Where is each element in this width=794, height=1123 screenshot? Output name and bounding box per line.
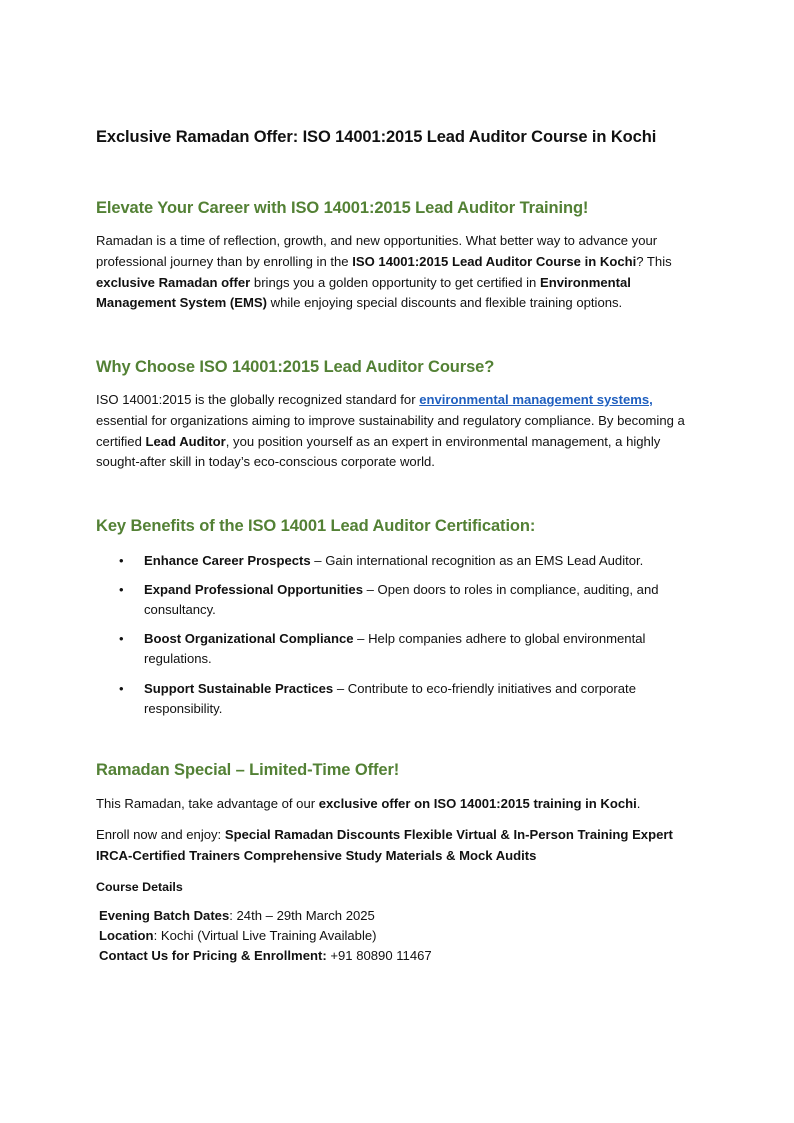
list-item: [96, 551, 696, 571]
section-heading-why-choose: Why Choose ISO 14001:2015 Lead Auditor Course?: [96, 358, 495, 376]
benefit-title: Boost Organizational Compliance: [144, 631, 354, 646]
offer-paragraph: [96, 794, 696, 815]
location-value: : Kochi (Virtual Live Training Available): [153, 927, 377, 943]
detail-location: [99, 926, 699, 946]
page-title: Exclusive Ramadan Offer: ISO 14001:2015 Lead Auditor Course in Kochi: [96, 128, 657, 146]
why-bold-lead-auditor: Lead Auditor: [145, 433, 226, 449]
section-heading-elevate-career: Elevate Your Career with ISO 14001:2015 Lead Auditor Training!: [96, 199, 589, 217]
why-text-2: essential for organizations aiming to improve sustainability and regulatory compliance. By becoming a certified: [96, 412, 685, 449]
section-heading-key-benefits: Key Benefits of the ISO 14001 Lead Auditor Certification:: [96, 517, 536, 535]
benefit-text: – Gain international recognition as an EMS Lead Auditor.: [310, 553, 644, 568]
enroll-paragraph: [96, 825, 696, 867]
offer-bold: exclusive offer on ISO 14001:2015 training in Kochi: [318, 796, 637, 811]
section-heading-ramadan-special: Ramadan Special – Limited-Time Offer!: [96, 761, 400, 779]
course-details: [99, 906, 699, 965]
benefit-title: Enhance Career Prospects: [144, 553, 311, 568]
intro-bold-course: ISO 14001:2015 Lead Auditor Course in Kochi: [352, 253, 637, 269]
enroll-bold-features: Special Ramadan Discounts Flexible Virtual & In-Person Training Expert IRCA-Certified Trainers Comprehensive Study Materials & Mock Audits: [96, 827, 673, 863]
bullet-icon: •: [119, 582, 124, 597]
list-item: [96, 629, 696, 669]
why-choose-paragraph: [96, 390, 696, 473]
why-text-3: , you position yourself as an expert in environmental management, a highly sought-after skill in today’s eco-conscious corporate world.: [96, 433, 661, 470]
intro-text-3: brings you a golden opportunity to get certified in: [250, 274, 540, 290]
offer-text-end: .: [636, 796, 641, 811]
intro-bold-offer: exclusive Ramadan offer: [96, 274, 251, 290]
detail-contact: [99, 946, 699, 966]
contact-phone: +91 80890 11467: [326, 947, 432, 963]
ems-link[interactable]: environmental management systems,: [419, 392, 653, 407]
bullet-icon: •: [119, 681, 124, 696]
offer-text-1: This Ramadan, take advantage of our: [96, 796, 319, 811]
course-details-label: Course Details: [96, 880, 183, 894]
benefit-text: – Help companies adhere to global environmental regulations.: [144, 631, 646, 666]
intro-paragraph: [96, 231, 696, 314]
location-label: Location: [99, 927, 154, 943]
intro-text-4: while enjoying special discounts and flexible training options.: [267, 295, 623, 311]
benefit-text: – Contribute to eco-friendly initiatives and corporate responsibility.: [144, 681, 636, 716]
intro-bold-ems: Environmental Management System (EMS): [96, 274, 631, 311]
benefit-text: – Open doors to roles in compliance, auditing, and consultancy.: [144, 582, 659, 617]
dates-value: : 24th – 29th March 2025: [229, 908, 375, 923]
benefit-title: Expand Professional Opportunities: [144, 582, 363, 597]
list-item: [96, 580, 696, 620]
intro-text-1: Ramadan is a time of reflection, growth, and new opportunities. What better way to advance your professional journey than by enrolling in the: [96, 233, 658, 269]
list-item: [96, 679, 696, 719]
why-text-1: ISO 14001:2015 is the globally recognized standard for: [96, 392, 420, 407]
benefit-title: Support Sustainable Practices: [144, 681, 334, 696]
contact-label: Contact Us for Pricing & Enrollment:: [99, 947, 327, 963]
bullet-icon: •: [119, 553, 124, 568]
dates-label: Evening Batch Dates: [99, 908, 230, 923]
intro-text-2: ? This: [636, 253, 672, 269]
bullet-icon: •: [119, 631, 124, 646]
enroll-text: Enroll now and enjoy:: [96, 827, 225, 842]
detail-dates: [99, 906, 699, 926]
